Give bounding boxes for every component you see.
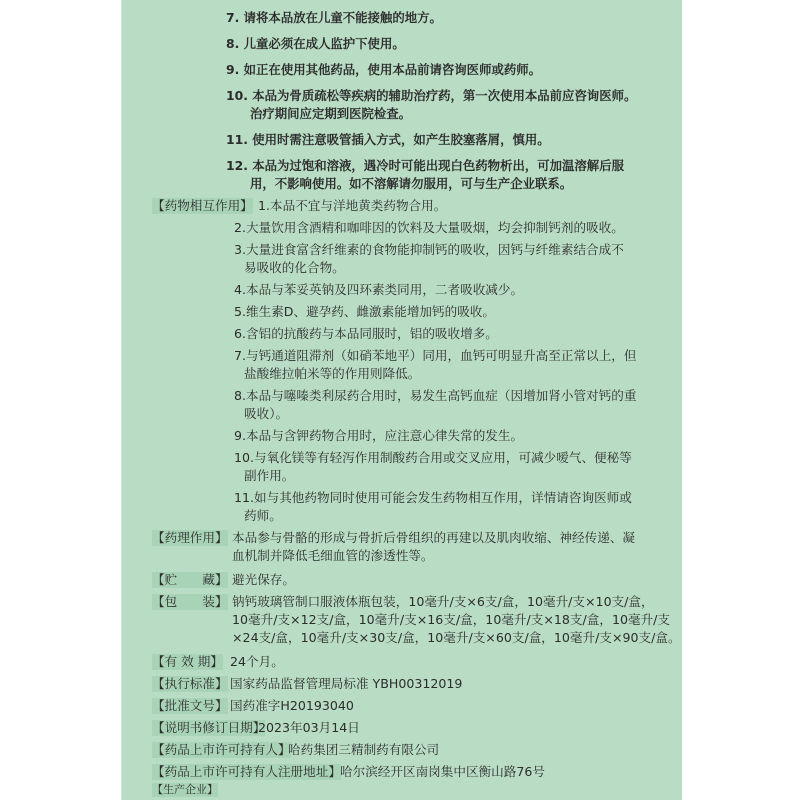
interaction-line: 2.大量饮用含酒精和咖啡因的饮料及大量吸烟，均会抑制钙剂的吸收。 [234,220,624,235]
precaution-11: 11. 使用时需注意吸管插入方式，如产生胶塞落屑，慎用。 [226,132,550,147]
interaction-line: 11.如与其他药物同时使用可能会发生药物相互作用，详情请咨询医师或 [234,490,632,505]
standard-value: 国家药品监督管理局标准 YBH00312019 [230,676,463,691]
approval-label: 【批准文号】 [152,698,228,713]
precaution-9: 9. 如正在使用其他药品，使用本品前请咨询医师或药师。 [226,62,542,77]
interactions-label: 【药物相互作用】 [152,198,253,213]
precaution-10-cont: 治疗期间应定期到医院检查。 [250,106,412,121]
pharmacology-line: 本品参与骨骼的形成与骨折后骨组织的再建以及肌肉收缩、神经传递、凝 [232,530,635,545]
interaction-line: 8.本品与噻嗪类利尿药合用时，易发生高钙血症（因增加肾小管对钙的重 [234,388,637,403]
validity-value: 24个月。 [230,654,284,669]
approval-value: 国药准字H20193040 [230,698,354,713]
interaction-line: 6.含铝的抗酸药与本品同服时，铝的吸收增多。 [234,326,498,341]
interaction-line: 3.大量进食富含纤维素的食物能抑制钙的吸收，因钙与纤维素结合成不 [234,242,624,257]
standard-label: 【执行标准】 [152,676,228,691]
pharmacology-line: 血机制并降低毛细血管的渗透性等。 [232,548,434,563]
holder-value: 哈药集团三精制药有限公司 [288,742,440,757]
interaction-line: 易吸收的化合物。 [244,260,345,275]
interaction-line: 9.本品与含钾药物合用时，应注意心律失常的发生。 [234,428,524,443]
validity-label: 【有 效 期】 [152,654,223,669]
leaflet-sheet [122,0,682,800]
holder-label: 【药品上市许可持有人】 [152,742,291,757]
holder-address-label: 【药品上市许可持有人注册地址】 [152,764,341,779]
storage-value: 避光保存。 [232,572,295,587]
storage-label: 【贮 藏】 [152,572,228,587]
package-line: 钠钙玻璃管制口服液体瓶包装，10毫升/支×6支/盒，10毫升/支×10支/盒， [232,594,654,609]
package-label: 【包 装】 [152,594,228,609]
interaction-line: 5.维生素D、避孕药、雌激素能增加钙的吸收。 [234,304,495,319]
revision-label: 【说明书修订日期】 [152,720,266,735]
precaution-10: 10. 本品为骨质疏松等疾病的辅助治疗药，第一次使用本品前应咨询医师。 [226,88,637,103]
holder-address-value: 哈尔滨经开区南岗集中区衡山路76号 [340,764,545,779]
package-line: ×24支/盒，10毫升/支×30支/盒，10毫升/支×60支/盒，10毫升/支×90支/盒。 [232,630,681,645]
interaction-line: 7.与钙通道阻滞剂（如硝苯地平）同用，血钙可明显升高至正常以上，但 [234,348,637,363]
interaction-line: 吸收）。 [244,406,289,421]
manufacturer-label: 【生产企业】 [152,783,218,796]
revision-value: 2023年03月14日 [258,720,360,735]
precaution-8: 8. 儿童必须在成人监护下使用。 [226,36,405,51]
precaution-12-cont: 用，不影响使用。如不溶解请勿服用，可与生产企业联系。 [250,176,573,191]
package-line: 10毫升/支×12支/盒，10毫升/支×16支/盒，10毫升/支×18支/盒，10毫升/支 [232,612,671,627]
interaction-line: 1.本品不宜与洋地黄类药物合用。 [258,198,447,213]
precaution-7: 7. 请将本品放在儿童不能接触的地方。 [226,10,442,25]
interaction-line: 10.与氧化镁等有轻泻作用制酸药合用或交叉应用，可减少嗳气、便秘等 [234,450,632,465]
interaction-line: 副作用。 [244,468,295,483]
pharmacology-label: 【药理作用】 [152,530,228,545]
interaction-line: 4.本品与苯妥英钠及四环素类同用，二者吸收减少。 [234,282,524,297]
interaction-line: 盐酸维拉帕米等的作用则降低。 [244,366,421,381]
interaction-line: 药师。 [244,508,282,523]
precaution-12: 12. 本品为过饱和溶液，遇冷时可能出现白色药物析出，可加温溶解后服 [226,158,624,173]
